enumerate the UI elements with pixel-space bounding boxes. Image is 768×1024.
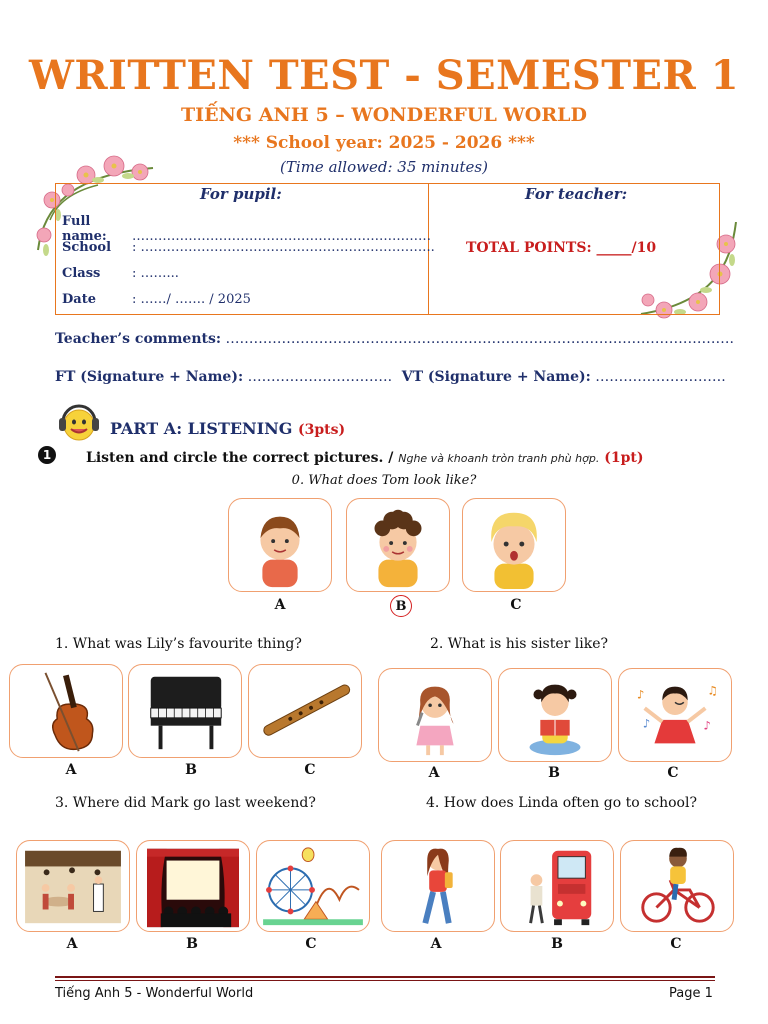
instruction-separator: / [383, 450, 399, 466]
question-2: 2. What is his sister like? [430, 636, 609, 652]
q1-picture-a[interactable] [9, 664, 123, 758]
teacher-comments[interactable] [55, 331, 734, 347]
q3-option-c[interactable]: C [305, 936, 317, 952]
example-option-a[interactable]: A [274, 597, 286, 613]
page-subtitle: TIẾNG ANH 5 – WONDERFUL WORLD [181, 104, 587, 126]
school-year: *** School year: 2025 - 2026 *** [233, 133, 535, 153]
question-number-badge: 1 [38, 446, 56, 464]
footer-divider-thin [55, 980, 715, 981]
question-3: 3. Where did Mark go last weekend? [55, 795, 316, 811]
girl-dancing-icon [619, 669, 731, 761]
piano-icon [129, 665, 241, 757]
q3-option-b[interactable]: B [186, 936, 198, 952]
bicycle-icon [621, 841, 733, 931]
question-4: 4. How does Linda often go to school? [426, 795, 697, 811]
flute-icon [249, 665, 361, 757]
q4-picture-b[interactable] [500, 840, 614, 932]
q2-picture-a[interactable] [378, 668, 492, 762]
question-1: 1. What was Lily’s favourite thing? [55, 636, 302, 652]
part-a-heading [110, 419, 345, 438]
time-allowed: (Time allowed: 35 minutes) [280, 158, 488, 176]
restaurant-icon [17, 841, 129, 931]
svg-text:♫: ♫ [707, 683, 718, 698]
q3-picture-a[interactable] [16, 840, 130, 932]
example-option-b-circled[interactable]: B [390, 595, 412, 617]
total-points: TOTAL POINTS: _____/10 [466, 240, 657, 256]
example-picture-a[interactable] [228, 498, 332, 592]
footer-divider [55, 976, 715, 978]
example-picture-c[interactable] [462, 498, 566, 592]
boy-blond-hair-icon [463, 499, 565, 591]
q1-picture-c[interactable] [248, 664, 362, 758]
ft-signature-dots: …………………………. [243, 369, 393, 385]
class-field[interactable] [62, 266, 179, 281]
instruction-text: Listen and circle the correct pictures. [86, 450, 384, 466]
instruction-points: (1pt) [604, 450, 644, 466]
q4-picture-c[interactable] [620, 840, 734, 932]
q3-option-a[interactable]: A [66, 936, 78, 952]
ft-signature-label: FT (Signature + Name): [55, 369, 244, 385]
page-title: WRITTEN TEST - SEMESTER 1 [28, 52, 740, 99]
q4-option-c[interactable]: C [670, 936, 682, 952]
q1-option-b[interactable]: B [185, 762, 197, 778]
vt-signature-dots: ………………………. [590, 369, 726, 385]
instruction [86, 450, 643, 466]
q3-picture-c[interactable] [256, 840, 370, 932]
q1-picture-b[interactable] [128, 664, 242, 758]
example-option-c[interactable]: C [510, 597, 522, 613]
q4-option-a[interactable]: A [430, 936, 442, 952]
school-field[interactable] [62, 240, 435, 255]
example-question: 0. What does Tom look like? [291, 473, 477, 488]
violin-icon [10, 665, 122, 757]
boy-curly-hair-icon [347, 499, 449, 591]
q4-picture-a[interactable] [381, 840, 495, 932]
q3-picture-b[interactable] [136, 840, 250, 932]
page-number: Page 1 [669, 986, 713, 1001]
full-name-dots: …………………………………………………………… [132, 229, 431, 244]
part-a-title: PART A: LISTENING [110, 419, 293, 438]
boy-brown-hair-icon [229, 499, 331, 591]
example-picture-b[interactable] [346, 498, 450, 592]
class-dots: : ……... [132, 266, 179, 281]
bus-icon [501, 841, 613, 931]
teacher-heading: For teacher: [525, 185, 628, 203]
date-dots: : ……/ ……. / 2025 [132, 292, 251, 307]
school-dots: : ………………………………………………………….. [132, 240, 435, 255]
q2-picture-b[interactable] [498, 668, 612, 762]
date-field[interactable] [62, 292, 251, 307]
q1-option-c[interactable]: C [304, 762, 316, 778]
q1-option-a[interactable]: A [65, 762, 77, 778]
teacher-comments-label: Teacher’s comments: [55, 331, 222, 347]
girl-walking-icon [382, 841, 494, 931]
svg-text:♪: ♪ [703, 718, 711, 733]
headphones-smiley-icon [55, 398, 103, 446]
q2-picture-c[interactable] [618, 668, 732, 762]
school-label: School [62, 240, 112, 255]
girl-reading-icon [499, 669, 611, 761]
date-label: Date [62, 292, 96, 307]
q4-option-b[interactable]: B [551, 936, 563, 952]
footer-book-title: Tiếng Anh 5 - Wonderful World [55, 986, 254, 1001]
instruction-vietnamese: Nghe và khoanh tròn tranh phù hợp. [398, 452, 600, 465]
girl-singing-icon [379, 669, 491, 761]
teacher-comments-dots: ………………………………………………………………………………………………. [221, 331, 734, 347]
signature-line[interactable] [55, 369, 726, 385]
pupil-heading: For pupil: [200, 185, 282, 203]
class-label: Class [62, 266, 101, 281]
q2-option-b[interactable]: B [548, 765, 560, 781]
amusement-park-icon [257, 841, 369, 931]
vt-signature-label: VT (Signature + Name): [401, 369, 591, 385]
full-name-label: Full name: [62, 214, 107, 244]
svg-text:♪: ♪ [636, 687, 645, 702]
svg-text:♪: ♪ [642, 716, 651, 731]
cinema-icon [137, 841, 249, 931]
part-a-points: (3pts) [298, 422, 346, 438]
q2-option-c[interactable]: C [667, 765, 679, 781]
q2-option-a[interactable]: A [428, 765, 440, 781]
